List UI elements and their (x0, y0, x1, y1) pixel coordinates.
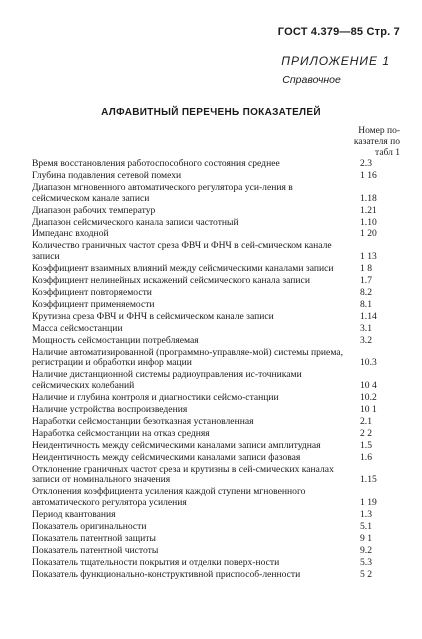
indicator-number: 8.2 (360, 286, 372, 298)
indicator-number: 1 8 (360, 263, 372, 275)
indicator-name: Коэффициент применяемости (32, 298, 155, 310)
indicator-name: Коэффициент взаимных влияний между сейсмическими каналами записи (32, 263, 334, 275)
indicator-number: 1.18 (360, 192, 377, 204)
list-item (32, 405, 402, 416)
indicator-number: 9.2 (360, 544, 372, 556)
list-item (32, 510, 402, 521)
list-item (32, 229, 402, 240)
page-title: АЛФАВИТНЫЙ ПЕРЕЧЕНЬ ПОКАЗАТЕЛЕЙ (101, 107, 321, 118)
indicator-number: 1.5 (360, 439, 372, 451)
indicator-name: Масса сейсмостанции (32, 322, 123, 334)
indicator-number: 8.1 (360, 298, 372, 310)
list-item (32, 522, 402, 533)
indicator-name: Отклонения коэффициента усиления каждой ступени мгновенного автоматического регулятора усиления (32, 486, 306, 509)
indicator-name: Отклонение граничных частот среза и крутизны в сей-смических каналах записи от номинального значения (32, 463, 334, 486)
indicator-name: Наличие и глубина контроля и диагностики сейсмо-станции (32, 392, 279, 404)
indicator-number: 5 2 (360, 568, 372, 580)
list-item (32, 324, 402, 335)
indicator-number: 3.1 (360, 322, 372, 334)
indicator-number: 1 13 (360, 251, 377, 263)
indicator-number: 1.7 (360, 275, 372, 287)
indicator-name: Коэффициент нелинейных искажений сейсмического канала записи (32, 275, 310, 287)
list-item (32, 546, 402, 557)
indicator-name: Показатель патентной чистоты (32, 544, 159, 556)
list-item (32, 218, 402, 229)
list-item (32, 264, 402, 275)
indicator-name: Наличие автоматизированной (программно-управляе-мой) системы приема, регистрации и обработки инфор мации (32, 346, 343, 369)
indicator-name: Диапазон рабочих температур (32, 204, 156, 216)
indicator-name: Показатель патентной защиты (32, 533, 156, 544)
indicator-number: 1.21 (360, 204, 377, 216)
indicator-name: Наработка сейсмостанции на отказ средняя (32, 427, 210, 439)
indicator-name: Коэффициент повторяемости (32, 286, 152, 298)
indicator-number: 1 16 (360, 169, 377, 181)
indicator-number: 9 1 (360, 533, 372, 544)
indicator-name: Диапазон сейсмического канала записи частотный (32, 216, 239, 228)
list-item (32, 487, 402, 509)
page-header: ГОСТ 4.379—85 Стр. 7 (277, 26, 400, 38)
indicator-name: Наличие дистанционной системы радиоуправления ис-точниками сейсмических колебаний (32, 369, 302, 392)
appendix-block (281, 54, 390, 86)
list-item (32, 393, 402, 404)
indicator-list (32, 159, 402, 582)
indicator-name: Мощность сейсмостанции потребляемая (32, 334, 199, 346)
indicator-number: 10.3 (360, 357, 377, 369)
list-item (32, 206, 402, 217)
indicator-name: Показатель функционально-конструктивной приспособ-ленности (32, 568, 301, 580)
list-item (32, 534, 402, 545)
indicator-number: 2 2 (360, 427, 372, 439)
indicator-number: 1 20 (360, 228, 377, 240)
indicator-name: Наработки сейсмостанции безотказная установленная (32, 415, 254, 427)
list-item (32, 336, 402, 347)
list-item (32, 159, 402, 170)
column-header: Номер по-казателя по табл 1 (353, 126, 400, 158)
list-item (32, 348, 402, 370)
indicator-name: Время восстановления работоспособного состояния среднее (32, 158, 280, 169)
list-item (32, 171, 402, 182)
indicator-number: 2.3 (360, 158, 372, 169)
indicator-number: 5.1 (360, 521, 372, 533)
list-item (32, 288, 402, 299)
indicator-number: 1.14 (360, 310, 377, 322)
list-item (32, 570, 402, 581)
list-item (32, 241, 402, 263)
indicator-name: Глубина подавления сетевой помехи (32, 169, 182, 181)
list-item (32, 312, 402, 323)
indicator-number: 3.2 (360, 334, 372, 346)
list-item (32, 453, 402, 464)
indicator-number: 10 1 (360, 404, 377, 416)
indicator-name: Крутизна среза ФВЧ и ФНЧ в сейсмическом канале записи (32, 310, 274, 322)
indicator-name: Импеданс входной (32, 228, 109, 240)
list-item (32, 417, 402, 428)
indicator-number: 1.10 (360, 216, 377, 228)
indicator-number: 10 4 (360, 380, 377, 392)
indicator-name: Неидентичность между сейсмическими каналами записи фазовая (32, 451, 301, 463)
indicator-number: 2.1 (360, 415, 372, 427)
list-item (32, 370, 402, 392)
indicator-number: 1.15 (360, 474, 377, 486)
indicator-number: 1 19 (360, 497, 377, 509)
list-item (32, 429, 402, 440)
indicator-name: Количество граничных частот среза ФВЧ и ФНЧ в сей-смическом канале записи (32, 240, 332, 263)
indicator-number: 1.3 (360, 509, 372, 521)
appendix-title: ПРИЛОЖЕНИЕ 1 (281, 54, 390, 68)
list-item (32, 441, 402, 452)
list-item (32, 465, 402, 487)
indicator-name: Неидентичность между сейсмическими каналами записи амплитудная (32, 439, 321, 451)
indicator-name: Диапазон мгновенного автоматического регулятора уси-ления в сейсмическом канале записи (32, 181, 293, 204)
indicator-name: Показатель тщательности покрытия и отделки поверх-ности (32, 556, 280, 568)
indicator-number: 1.6 (360, 451, 372, 463)
appendix-subtitle: Справочное (282, 74, 341, 86)
indicator-name: Показатель оригинальности (32, 521, 147, 533)
list-item (32, 276, 402, 287)
indicator-number: 5.3 (360, 556, 372, 568)
list-item (32, 558, 402, 569)
list-item (32, 300, 402, 311)
indicator-number: 10.2 (360, 392, 377, 404)
indicator-name: Наличие устройства воспроизведения (32, 404, 188, 416)
list-item (32, 183, 402, 205)
indicator-name: Период квантования (32, 509, 116, 521)
